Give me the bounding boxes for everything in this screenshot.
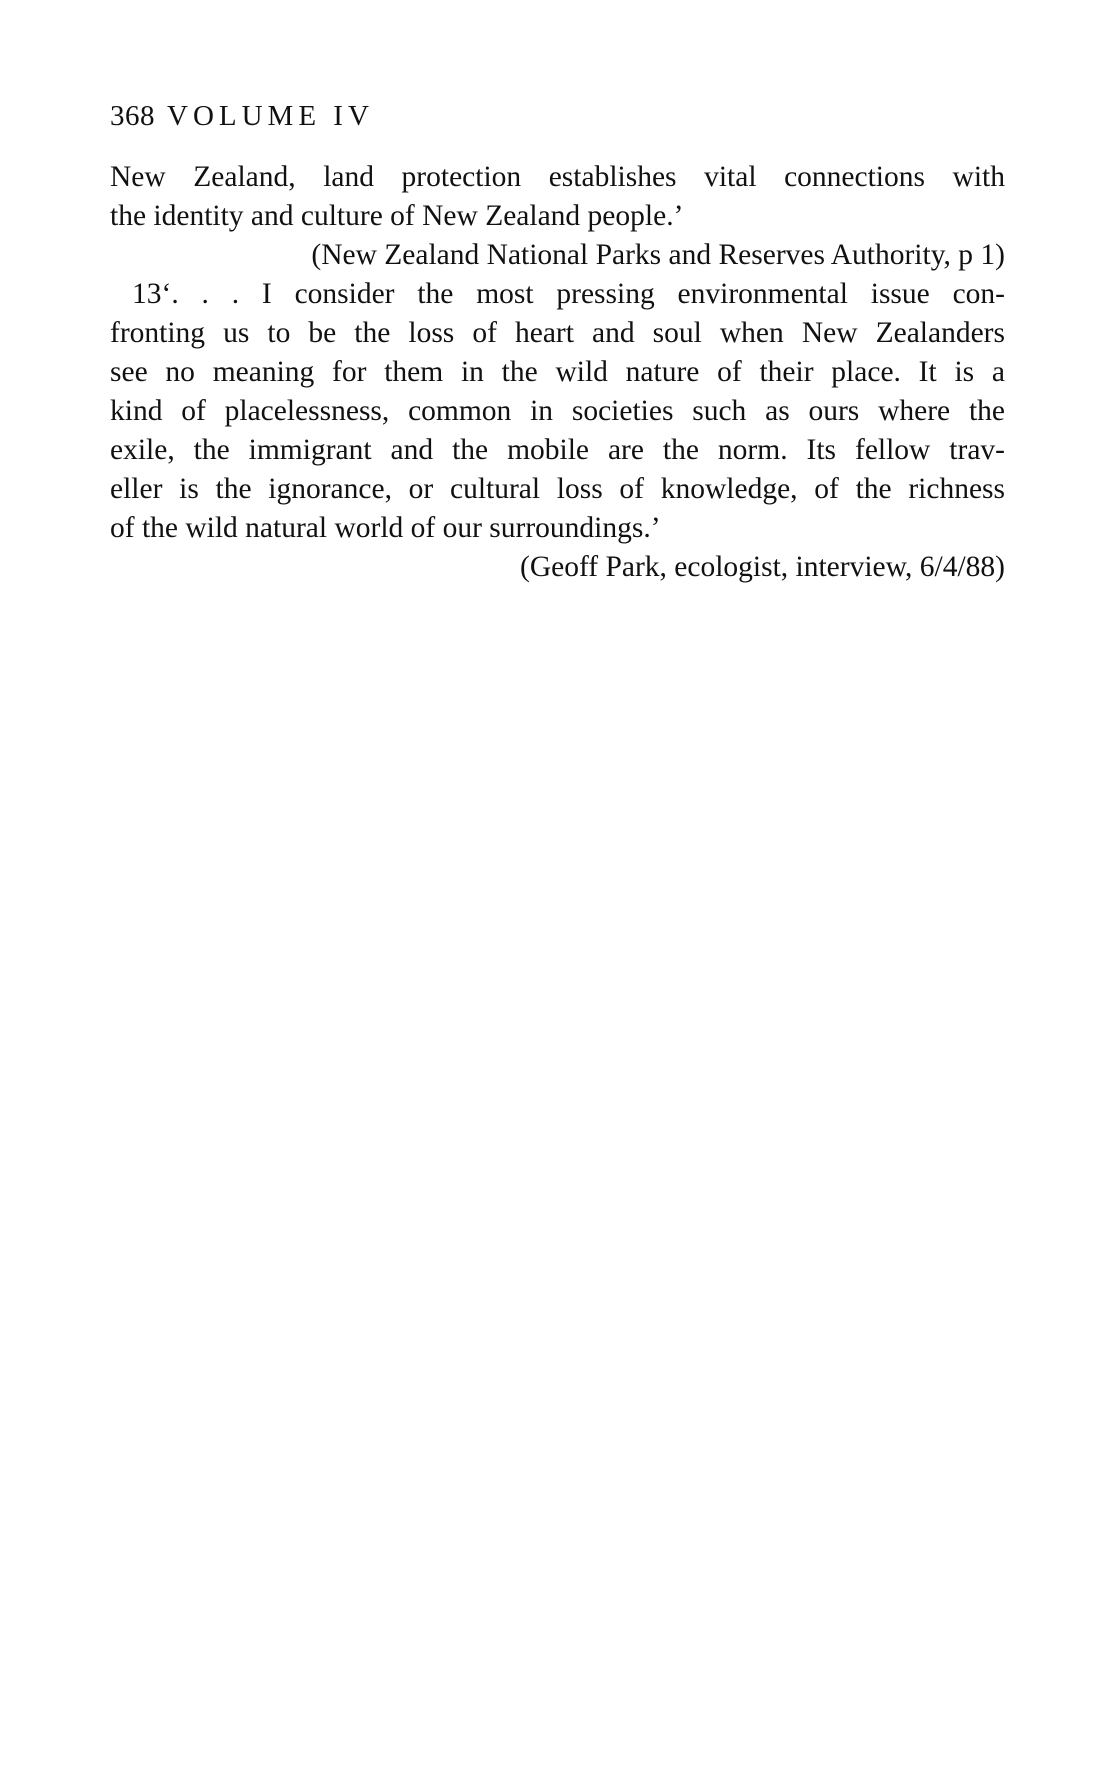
- citation-line: (New Zealand National Parks and Reserves Authority, p 1): [311, 239, 1005, 271]
- text-line: of the wild natural world of our surroundings.’: [110, 512, 661, 544]
- page-number: 368: [110, 100, 155, 132]
- volume-label: VOLUME IV: [167, 100, 374, 132]
- text-line: kind of placelessness, common in societies such as ours where the: [110, 395, 1005, 427]
- citation-line: (Geoff Park, ecologist, interview, 6/4/88): [520, 551, 1005, 583]
- text-line: the identity and culture of New Zealand people.’: [110, 200, 684, 232]
- body-text: [110, 158, 1005, 587]
- document-page: [110, 96, 1005, 587]
- text-line: eller is the ignorance, or cultural loss of knowledge, of the richness: [110, 473, 1005, 505]
- text-line: New Zealand, land protection establishes vital connections with: [110, 161, 1005, 193]
- text-line: exile, the immigrant and the mobile are the norm. Its fellow trav-: [110, 434, 1005, 466]
- text-line: see no meaning for them in the wild nature of their place. It is a: [110, 356, 1005, 388]
- quote-start-line: 13‘. . . I consider the most pressing environmental issue con-: [132, 278, 1005, 310]
- text-line: fronting us to be the loss of heart and soul when New Zealanders: [110, 317, 1005, 349]
- running-head: [110, 96, 1005, 136]
